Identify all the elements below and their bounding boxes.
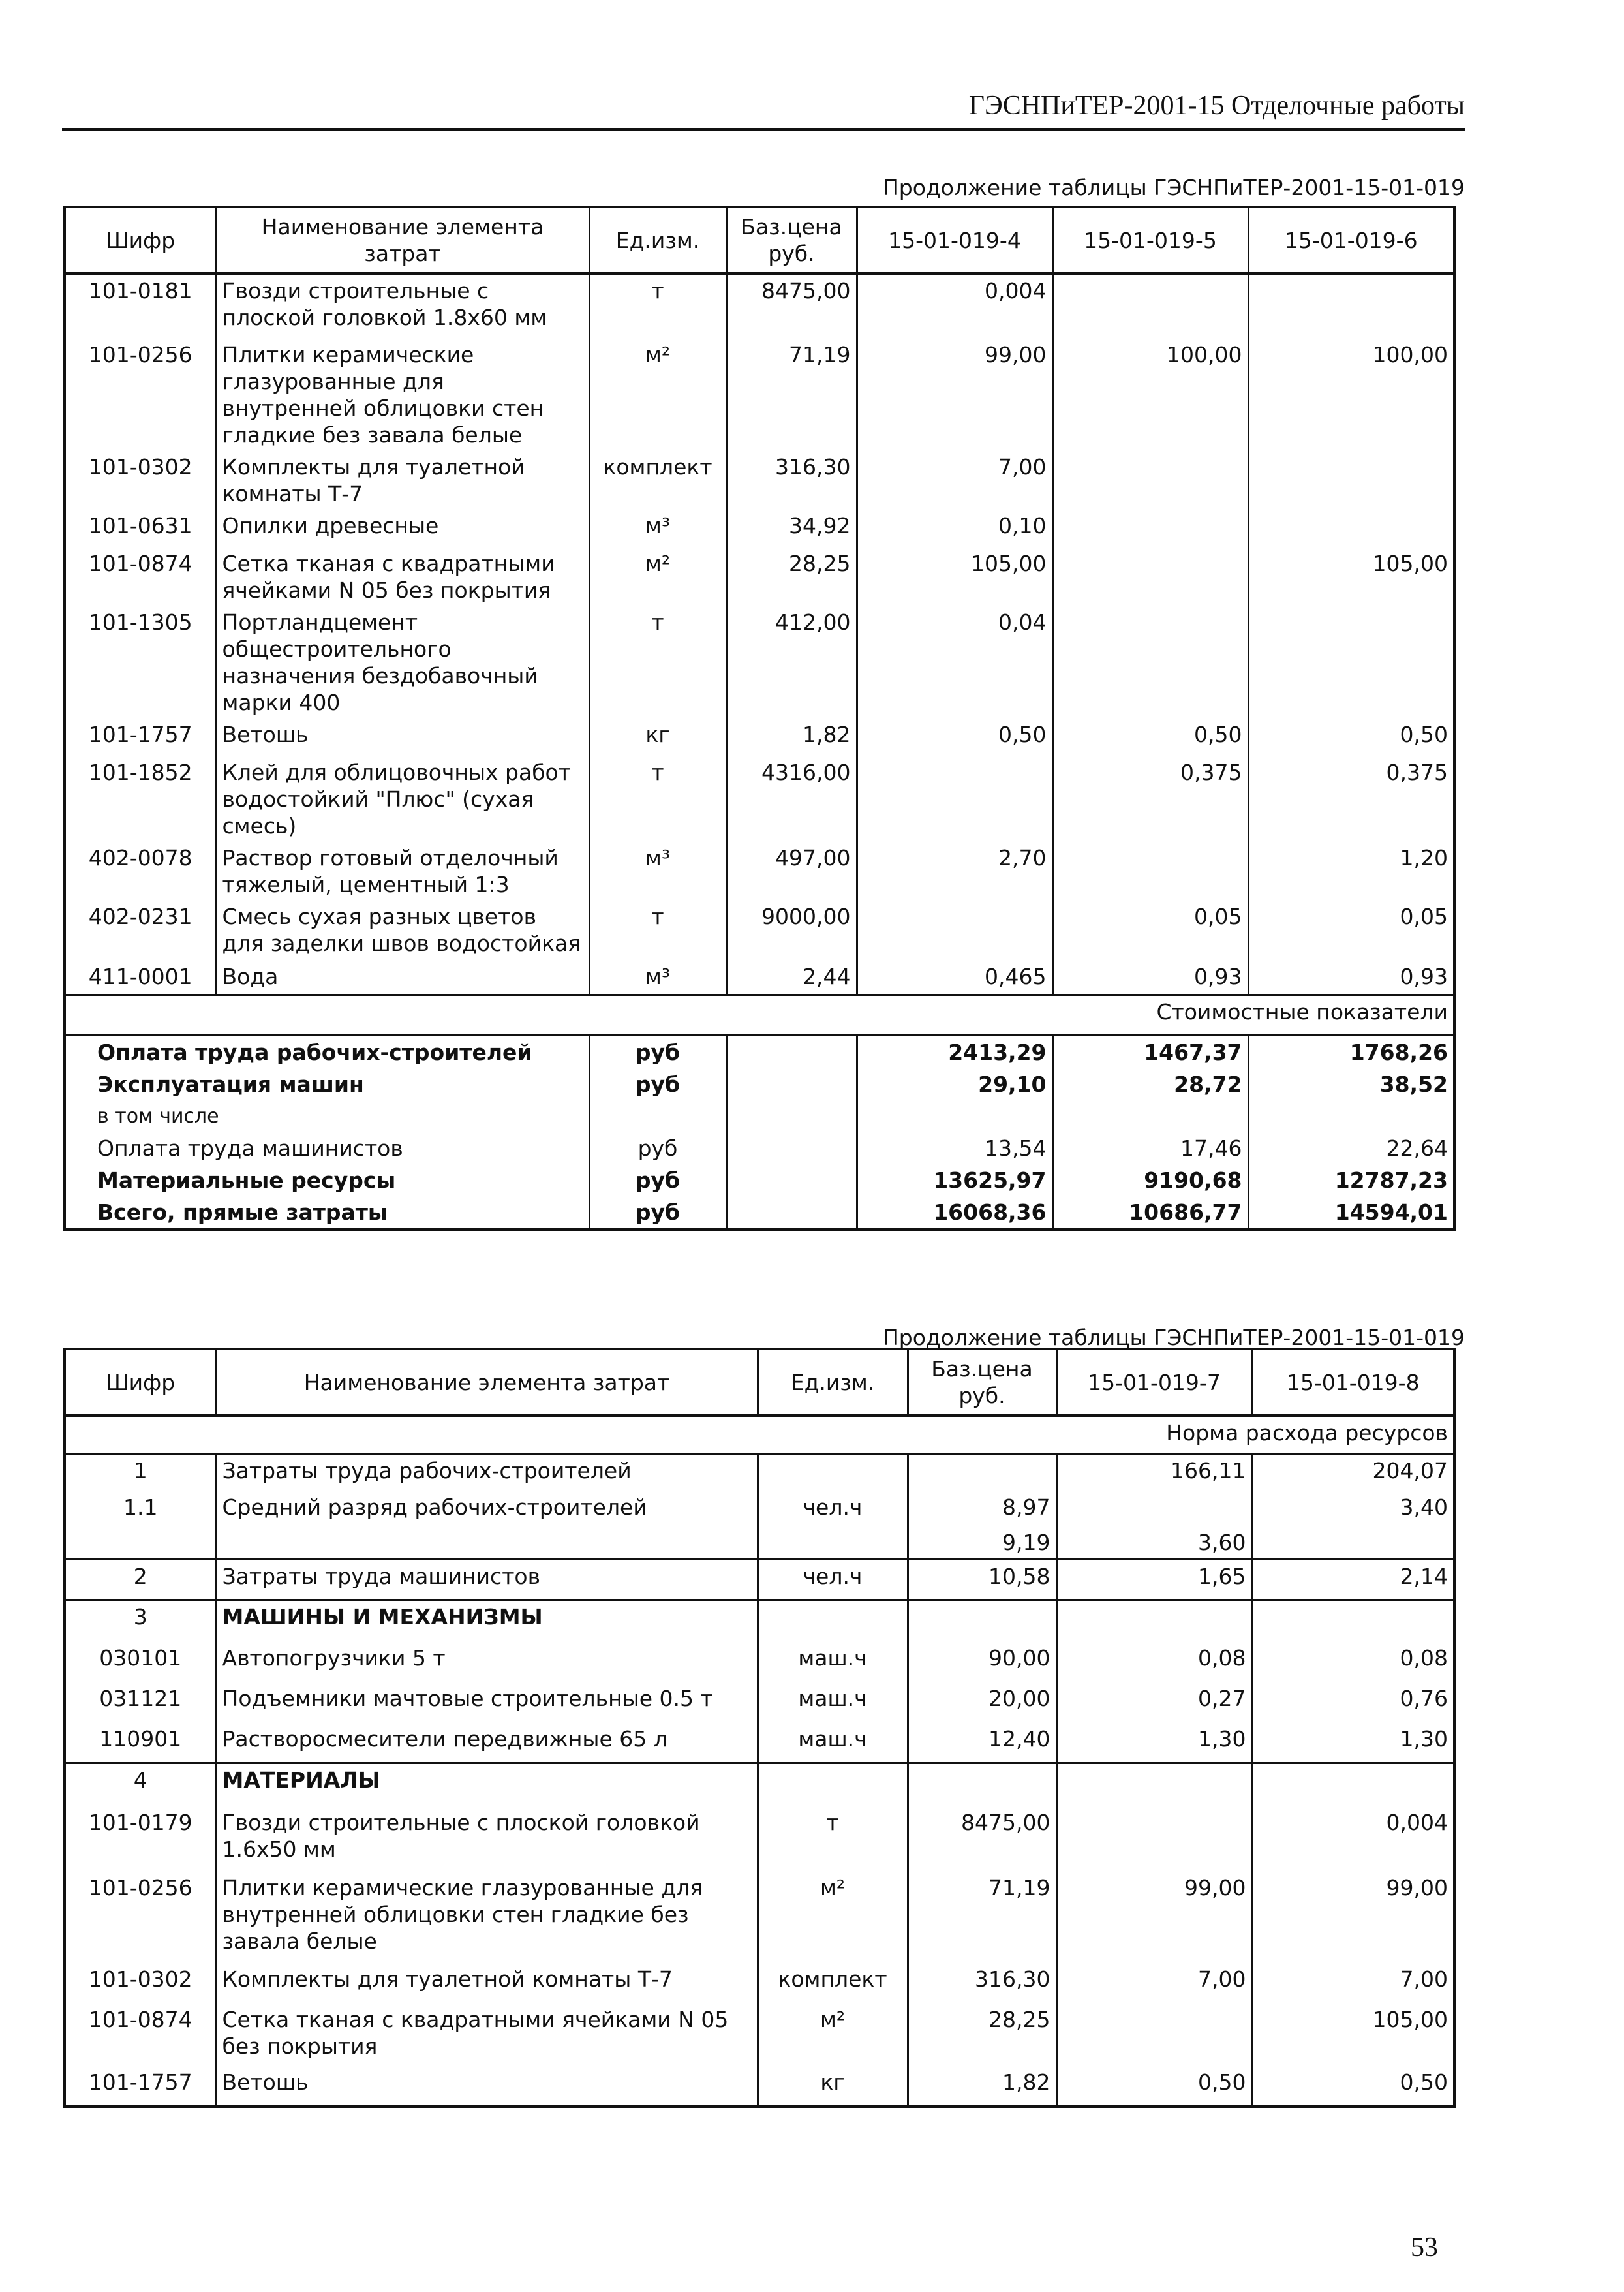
- col-header-norm-6: 15-01-019-6: [1248, 207, 1454, 273]
- base-price: 28,25: [726, 548, 857, 606]
- resource-unit: [758, 1763, 908, 1806]
- table-row: [65, 2004, 1454, 2066]
- norm-value-8: 105,00: [1252, 2004, 1454, 2066]
- cost-value-4: 13,54: [857, 1132, 1052, 1164]
- norm-value-5: 0,375: [1052, 756, 1248, 842]
- cost-section-heading: [65, 995, 1454, 1035]
- norm-section-title: Норма расхода ресурсов: [1166, 1420, 1448, 1446]
- resource-unit: [758, 1600, 908, 1642]
- cost-unit: руб: [589, 1132, 726, 1164]
- resource-unit: маш.ч: [758, 1642, 908, 1682]
- table-row: [65, 961, 1454, 995]
- table2-header-row: [65, 1349, 1454, 1416]
- norm-value-7: 3,60: [1056, 1526, 1252, 1560]
- resource-unit: кг: [589, 719, 726, 756]
- norm-value-8: 1,30: [1252, 1723, 1454, 1763]
- document-title: ГЭСНПиТЕР-2001-15 Отделочные работы: [968, 91, 1465, 121]
- resource-name: Подъемники мачтовые строительные 0.5 т: [216, 1682, 758, 1723]
- table-row: [65, 901, 1454, 961]
- cost-value-6: [1248, 1100, 1454, 1132]
- resource-name: Сетка тканая с квадратными ячейками N 05 без покрытия: [216, 2004, 758, 2066]
- table1-caption: Продолжение таблицы ГЭСНПиТЕР-2001-15-01-019: [882, 175, 1465, 200]
- resource-code: 101-0181: [88, 278, 192, 303]
- resource-name: Комплекты для туалетной комнаты Т-7: [216, 451, 589, 510]
- table-row: [65, 1642, 1454, 1682]
- resource-unit: т: [589, 273, 726, 339]
- resource-code: 110901: [99, 1726, 182, 1752]
- norm-value-6: 0,50: [1248, 719, 1454, 756]
- resource-unit: м³: [589, 510, 726, 548]
- resource-unit: т: [758, 1806, 908, 1872]
- cost-name: Оплата труда рабочих-строителей: [65, 1035, 589, 1068]
- col-header-norm-5: 15-01-019-5: [1052, 207, 1248, 273]
- cost-value-4: 13625,97: [857, 1164, 1052, 1196]
- resource-code: 101-0256: [88, 342, 192, 367]
- norm-value-7: 1,65: [1056, 1560, 1252, 1600]
- resource-name: Затраты труда машинистов: [216, 1560, 758, 1600]
- norm-value-8: 0,50: [1252, 2066, 1454, 2107]
- resource-code: 101-1757: [88, 722, 192, 747]
- resource-unit: м²: [758, 1872, 908, 1963]
- resource-name: Портландцемент общестроительного назначения бездобавочный марки 400: [216, 606, 589, 719]
- cost-row: [65, 1100, 1454, 1132]
- norm-value-8: 0,08: [1252, 1642, 1454, 1682]
- resource-name: Ветошь: [216, 719, 589, 756]
- table-row: [65, 1682, 1454, 1723]
- resource-name: Затраты труда рабочих-строителей: [216, 1453, 758, 1491]
- norm-value-8: 204,07: [1252, 1453, 1454, 1491]
- col-header-name: Наименование элемента затрат: [216, 1349, 758, 1416]
- resource-code: 1.1: [123, 1494, 158, 1520]
- cost-value-6: 1768,26: [1248, 1035, 1454, 1068]
- cost-value-5: 9190,68: [1052, 1164, 1248, 1196]
- norm-value-7: [1056, 1491, 1252, 1526]
- resource-code: 101-0256: [88, 1874, 192, 1900]
- table-row: [65, 1806, 1454, 1872]
- norm-value-4: [857, 756, 1052, 842]
- resource-table-1: [63, 206, 1456, 1231]
- base-price: 4316,00: [726, 756, 857, 842]
- base-price: 1,82: [908, 2066, 1056, 2107]
- cost-row: [65, 1132, 1454, 1164]
- col-header-norm-7: 15-01-019-7: [1056, 1349, 1252, 1416]
- resource-unit: чел.ч: [758, 1560, 908, 1600]
- resource-code: 030101: [99, 1645, 182, 1671]
- table-row: [65, 842, 1454, 901]
- cost-name: Эксплуатация машин: [97, 1071, 364, 1097]
- resource-unit: маш.ч: [758, 1723, 908, 1763]
- resource-unit: комплект: [758, 1963, 908, 2004]
- col-header-price: Баз.цена руб.: [726, 207, 857, 273]
- norm-value-6: [1248, 510, 1454, 548]
- norm-value-5: [1052, 606, 1248, 719]
- resource-name: [216, 1526, 758, 1560]
- cost-value-5: 17,46: [1052, 1132, 1248, 1164]
- resource-unit: м³: [589, 842, 726, 901]
- resource-name: Средний разряд рабочих-строителей: [216, 1491, 758, 1526]
- base-price: 34,92: [726, 510, 857, 548]
- resource-unit: чел.ч: [758, 1491, 908, 1526]
- resource-unit: т: [589, 606, 726, 719]
- cost-price-empty: [726, 1164, 857, 1196]
- base-price: 9000,00: [726, 901, 857, 961]
- resource-name: Клей для облицовочных работ водостойкий "Плюс" (сухая смесь): [216, 756, 589, 842]
- col-header-unit: Ед.изм.: [589, 207, 726, 273]
- table-row: [65, 719, 1454, 756]
- norm-value-8: [1252, 1600, 1454, 1642]
- resource-name: Вода: [216, 961, 589, 995]
- resource-code: 411-0001: [88, 964, 192, 989]
- table1-header-row: [65, 207, 1454, 273]
- norm-value-6: 1,20: [1248, 842, 1454, 901]
- norm-value-8: 0,76: [1252, 1682, 1454, 1723]
- norm-section-heading: [65, 1416, 1454, 1453]
- norm-value-8: 0,004: [1252, 1806, 1454, 1872]
- resource-code: 101-1852: [88, 760, 192, 785]
- resource-table-2: [63, 1348, 1456, 2108]
- base-price: 90,00: [908, 1642, 1056, 1682]
- cost-name: Всего, прямые затраты: [97, 1199, 388, 1225]
- resource-unit: кг: [758, 2066, 908, 2107]
- resource-name: Комплекты для туалетной комнаты Т-7: [216, 1963, 758, 2004]
- resource-name: Раствор готовый отделочный тяжелый, цементный 1:3: [216, 842, 589, 901]
- norm-value-5: [1052, 548, 1248, 606]
- table-row: [65, 451, 1454, 510]
- base-price: 316,30: [726, 451, 857, 510]
- resource-unit: комплект: [589, 451, 726, 510]
- norm-value-4: 2,70: [857, 842, 1052, 901]
- cost-price-empty: [726, 1035, 857, 1068]
- cost-unit: [589, 1100, 726, 1132]
- resource-name: Ветошь: [216, 2066, 758, 2107]
- cost-value-5: [1052, 1100, 1248, 1132]
- cost-value-4: [857, 1100, 1052, 1132]
- norm-value-5: [1052, 451, 1248, 510]
- page-number: 53: [1411, 2233, 1438, 2263]
- cost-row: [65, 1068, 1454, 1100]
- norm-value-7: 0,27: [1056, 1682, 1252, 1723]
- base-price: 316,30: [908, 1963, 1056, 2004]
- norm-value-8: 3,40: [1252, 1491, 1454, 1526]
- resource-code: 3: [65, 1600, 216, 1642]
- norm-value-8: [1252, 1763, 1454, 1806]
- norm-value-7: 99,00: [1056, 1872, 1252, 1963]
- cost-unit: руб: [589, 1196, 726, 1230]
- norm-value-4: 0,04: [857, 606, 1052, 719]
- norm-value-4: 7,00: [857, 451, 1052, 510]
- norm-value-7: [1056, 1806, 1252, 1872]
- cost-price-empty: [726, 1068, 857, 1100]
- norm-value-5: [1052, 273, 1248, 339]
- base-price: 10,58: [908, 1560, 1056, 1600]
- cost-value-6: 38,52: [1248, 1068, 1454, 1100]
- norm-value-7: 166,11: [1056, 1453, 1252, 1491]
- table-row: [65, 1560, 1454, 1600]
- table-row: [65, 756, 1454, 842]
- base-price: 9,19: [908, 1526, 1056, 1560]
- resource-unit: [758, 1453, 908, 1491]
- norm-value-6: 0,05: [1248, 901, 1454, 961]
- norm-value-7: [1056, 1600, 1252, 1642]
- col-header-norm-4: 15-01-019-4: [857, 207, 1052, 273]
- resource-code: 101-0302: [88, 1966, 192, 1992]
- cost-price-empty: [726, 1196, 857, 1230]
- resource-code: 1: [65, 1453, 216, 1491]
- norm-value-6: 100,00: [1248, 339, 1454, 451]
- resource-code: 101-1757: [88, 2069, 192, 2095]
- running-header: [62, 78, 1465, 131]
- table-row: [65, 1963, 1454, 2004]
- norm-value-6: 0,93: [1248, 961, 1454, 995]
- cost-row: [65, 1164, 1454, 1196]
- col-header-code: Шифр: [65, 1349, 216, 1416]
- resource-name: Гвозди строительные с плоской головкой 1.6х50 мм: [216, 1806, 758, 1872]
- norm-value-7: 0,50: [1056, 2066, 1252, 2107]
- cost-value-5: 28,72: [1052, 1068, 1248, 1100]
- base-price: 12,40: [908, 1723, 1056, 1763]
- norm-value-5: 0,05: [1052, 901, 1248, 961]
- base-price: 20,00: [908, 1682, 1056, 1723]
- resource-unit: м³: [589, 961, 726, 995]
- base-price: 8475,00: [726, 273, 857, 339]
- resource-unit: м²: [758, 2004, 908, 2066]
- norm-value-6: [1248, 451, 1454, 510]
- table-row: [65, 1453, 1454, 1491]
- section-row: [65, 1763, 1454, 1806]
- base-price: 497,00: [726, 842, 857, 901]
- col-header-norm-8: 15-01-019-8: [1252, 1349, 1454, 1416]
- base-price: [908, 1453, 1056, 1491]
- table-row: [65, 1526, 1454, 1560]
- norm-value-8: 7,00: [1252, 1963, 1454, 2004]
- table-row: [65, 273, 1454, 339]
- base-price: 28,25: [908, 2004, 1056, 2066]
- cost-unit: руб: [589, 1035, 726, 1068]
- norm-value-4: 0,10: [857, 510, 1052, 548]
- table-row: [65, 2066, 1454, 2107]
- norm-value-5: 0,50: [1052, 719, 1248, 756]
- norm-value-5: [1052, 510, 1248, 548]
- cost-name: Оплата труда машинистов: [97, 1135, 403, 1161]
- cost-row: [65, 1035, 1454, 1068]
- norm-value-4: [857, 901, 1052, 961]
- resource-name: МАТЕРИАЛЫ: [216, 1763, 758, 1806]
- base-price: [908, 1600, 1056, 1642]
- cost-value-5: 10686,77: [1052, 1196, 1248, 1230]
- table-row: [65, 1872, 1454, 1963]
- resource-code: 101-0874: [88, 2006, 192, 2032]
- norm-value-8: 99,00: [1252, 1872, 1454, 1963]
- resource-unit: м²: [589, 548, 726, 606]
- norm-value-6: [1248, 606, 1454, 719]
- norm-value-8: [1252, 1526, 1454, 1560]
- cost-row: [65, 1196, 1454, 1230]
- norm-value-6: 0,375: [1248, 756, 1454, 842]
- table2-caption: Продолжение таблицы ГЭСНПиТЕР-2001-15-01-019: [882, 1325, 1465, 1350]
- resource-unit: т: [589, 901, 726, 961]
- table-row: [65, 606, 1454, 719]
- col-header-name: Наименование элемента затрат: [216, 207, 589, 273]
- resource-code: 402-0231: [88, 904, 192, 929]
- table-row: [65, 339, 1454, 451]
- resource-code: [65, 1526, 216, 1560]
- norm-value-4: 0,465: [857, 961, 1052, 995]
- resource-code: 2: [65, 1560, 216, 1600]
- cost-price-empty: [726, 1100, 857, 1132]
- cost-price-empty: [726, 1132, 857, 1164]
- base-price: 8475,00: [908, 1806, 1056, 1872]
- resource-name: Автопогрузчики 5 т: [216, 1642, 758, 1682]
- resource-code: 402-0078: [88, 845, 192, 871]
- norm-value-4: 105,00: [857, 548, 1052, 606]
- resource-name: Опилки древесные: [216, 510, 589, 548]
- resource-unit: маш.ч: [758, 1682, 908, 1723]
- cost-value-4: 16068,36: [857, 1196, 1052, 1230]
- norm-value-7: 7,00: [1056, 1963, 1252, 2004]
- base-price: 1,82: [726, 719, 857, 756]
- norm-value-5: [1052, 842, 1248, 901]
- table-row: [65, 548, 1454, 606]
- resource-name: МАШИНЫ И МЕХАНИЗМЫ: [216, 1600, 758, 1642]
- norm-value-7: [1056, 2004, 1252, 2066]
- norm-value-5: 0,93: [1052, 961, 1248, 995]
- cost-value-6: 12787,23: [1248, 1164, 1454, 1196]
- resource-code: 031121: [99, 1685, 182, 1711]
- norm-value-6: [1248, 273, 1454, 339]
- cost-value-6: 22,64: [1248, 1132, 1454, 1164]
- norm-value-6: 105,00: [1248, 548, 1454, 606]
- cost-value-4: 2413,29: [857, 1035, 1052, 1068]
- base-price: [908, 1763, 1056, 1806]
- table-row: [65, 1723, 1454, 1763]
- norm-value-7: 0,08: [1056, 1642, 1252, 1682]
- cost-value-5: 1467,37: [1052, 1035, 1248, 1068]
- section-row: [65, 1600, 1454, 1642]
- cost-value-4: 29,10: [857, 1068, 1052, 1100]
- cost-name: Материальные ресурсы: [97, 1167, 396, 1193]
- norm-value-7: [1056, 1763, 1252, 1806]
- col-header-code: Шифр: [65, 207, 216, 273]
- resource-unit: м²: [589, 339, 726, 451]
- cost-unit: руб: [589, 1068, 726, 1100]
- cost-section-title: Стоимостные показатели: [65, 995, 1454, 1035]
- resource-code: 4: [65, 1763, 216, 1806]
- cost-name: в том числе: [97, 1104, 219, 1128]
- resource-code: 101-0179: [88, 1809, 192, 1835]
- norm-value-4: 0,004: [857, 273, 1052, 339]
- resource-code: 101-0874: [88, 551, 192, 576]
- resource-unit: [758, 1526, 908, 1560]
- col-header-price: Баз.цена руб.: [908, 1349, 1056, 1416]
- resource-name: Гвозди строительные с плоской головкой 1.8х60 мм: [216, 273, 589, 339]
- resource-unit: т: [589, 756, 726, 842]
- resource-name: Плитки керамические глазурованные для внутренней облицовки стен гладкие без завала белые: [216, 1872, 758, 1963]
- resource-name: Плитки керамические глазурованные для внутренней облицовки стен гладкие без завала белые: [216, 339, 589, 451]
- cost-unit: руб: [589, 1164, 726, 1196]
- resource-code: 101-1305: [88, 610, 192, 635]
- resource-code: 101-0631: [88, 513, 192, 538]
- norm-value-4: 0,50: [857, 719, 1052, 756]
- norm-value-8: 2,14: [1252, 1560, 1454, 1600]
- base-price: 71,19: [908, 1872, 1056, 1963]
- table-row: [65, 1491, 1454, 1526]
- norm-value-7: 1,30: [1056, 1723, 1252, 1763]
- base-price: 412,00: [726, 606, 857, 719]
- norm-value-5: 100,00: [1052, 339, 1248, 451]
- base-price: 71,19: [726, 339, 857, 451]
- base-price: 8,97: [908, 1491, 1056, 1526]
- resource-name: Смесь сухая разных цветов для заделки швов водостойкая: [216, 901, 589, 961]
- col-header-unit: Ед.изм.: [758, 1349, 908, 1416]
- table-row: [65, 510, 1454, 548]
- resource-code: 101-0302: [88, 454, 192, 480]
- resource-name: Сетка тканая с квадратными ячейками N 05 без покрытия: [216, 548, 589, 606]
- norm-value-4: 99,00: [857, 339, 1052, 451]
- base-price: 2,44: [726, 961, 857, 995]
- cost-value-6: 14594,01: [1248, 1196, 1454, 1230]
- resource-name: Растворосмесители передвижные 65 л: [216, 1723, 758, 1763]
